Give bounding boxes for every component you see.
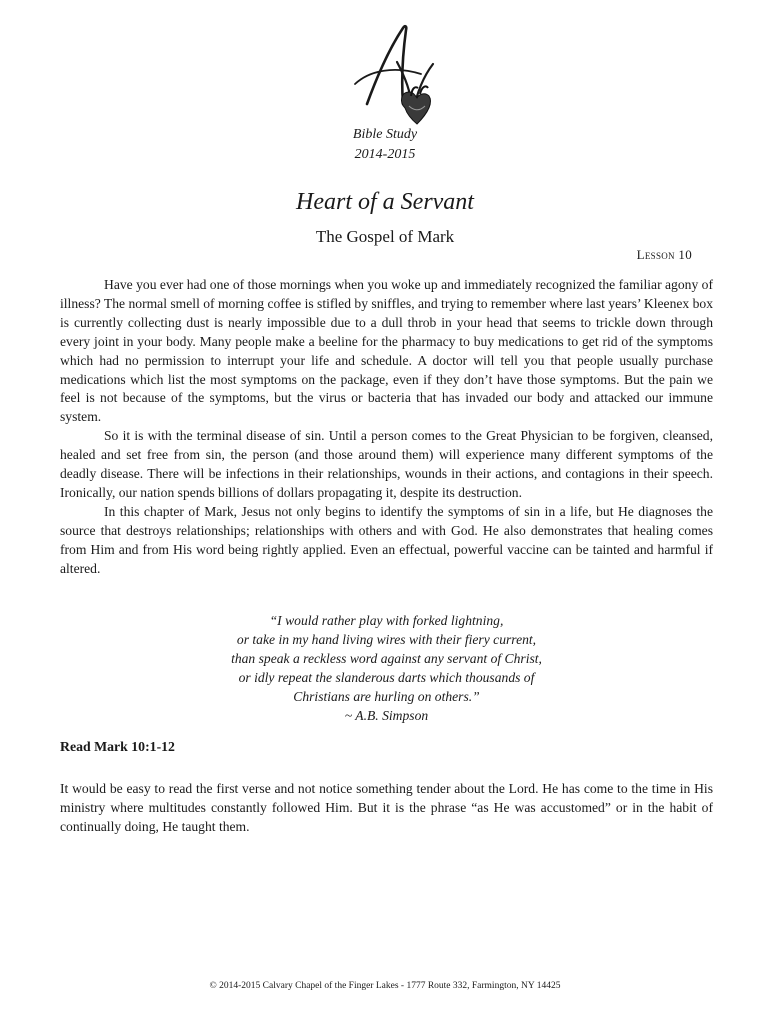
page-footer: © 2014-2015 Calvary Chapel of the Finger Lakes - 1777 Route 332, Farmington, NY 14425 [209, 981, 561, 991]
quote-attribution: ~ A.B. Simpson [344, 708, 429, 723]
quote-line: “I would rather play with forked lightning, [269, 613, 504, 628]
lesson-number: Lesson 10 [636, 247, 692, 262]
quote-line: or idly repeat the slanderous darts which thousands of [238, 670, 535, 685]
page-subtitle: The Gospel of Mark [315, 227, 455, 246]
paragraph: Have you ever had one of those mornings when you woke up and immediately recognized the familiar agony of illness? The normal smell of morning coffee is stifled by sniffles, and trying to remember where last years’ Kleenex box is currently collecting dust is nearly impossible due to a dull throb in your head that seems to trickle down through every joint in your body. Many people make a beeline for the pharmacy to buy medications to get rid of the symptoms which had no permission to interrupt your life and schedule. A doctor will tell you that people usually purchase medications which list the most symptoms on the package, even if they don’t have those symptoms. But the pain we feel is not because of the symptoms, but the virus or bacteria that has invaded our body and attacked our immune system. [60, 277, 713, 425]
page-title: Heart of a Servant [296, 189, 474, 215]
quote-line: or take in my hand living wires with their fiery current, [236, 632, 537, 647]
study-years: 2014-2015 [354, 147, 416, 162]
read-heading: Read Mark 10:1-12 [60, 739, 175, 754]
intro-body [60, 276, 713, 579]
closing-body [60, 780, 713, 837]
paragraph: So it is with the terminal disease of sin. Until a person comes to the Great Physician to be forgiven, cleansed, healed and set free from sin, the person (and those around them) will experience many different symptoms of the deadly disease. There will be infections in their relationships, wounds in their actions, and contagions in their speech. Ironically, our nation spends billions of dollars propagating it, despite its destruction. [60, 428, 713, 500]
study-label: Bible Study [352, 127, 418, 142]
block-quote [60, 611, 713, 725]
paragraph: In this chapter of Mark, Jesus not only begins to identify the symptoms of sin in a life, but He diagnoses the source that destroys relationships; relationships with others and with God. He also demonstrates that healing comes from Him and from His word being rightly applied. Even an effectual, powerful vaccine can be tainted and harmful if altered. [60, 503, 713, 576]
paragraph: It would be easy to read the first verse and not notice something tender about the Lord. He has come to the time in His ministry where multitudes constantly followed Him. But it is the phrase “as He was accustomed” or in the habit of continually doing, He taught them. [60, 781, 713, 834]
av-monogram-heart-logo [345, 22, 435, 130]
quote-line: Christians are hurling on others.” [293, 689, 480, 704]
quote-line: than speak a reckless word against any servant of Christ, [231, 651, 542, 666]
